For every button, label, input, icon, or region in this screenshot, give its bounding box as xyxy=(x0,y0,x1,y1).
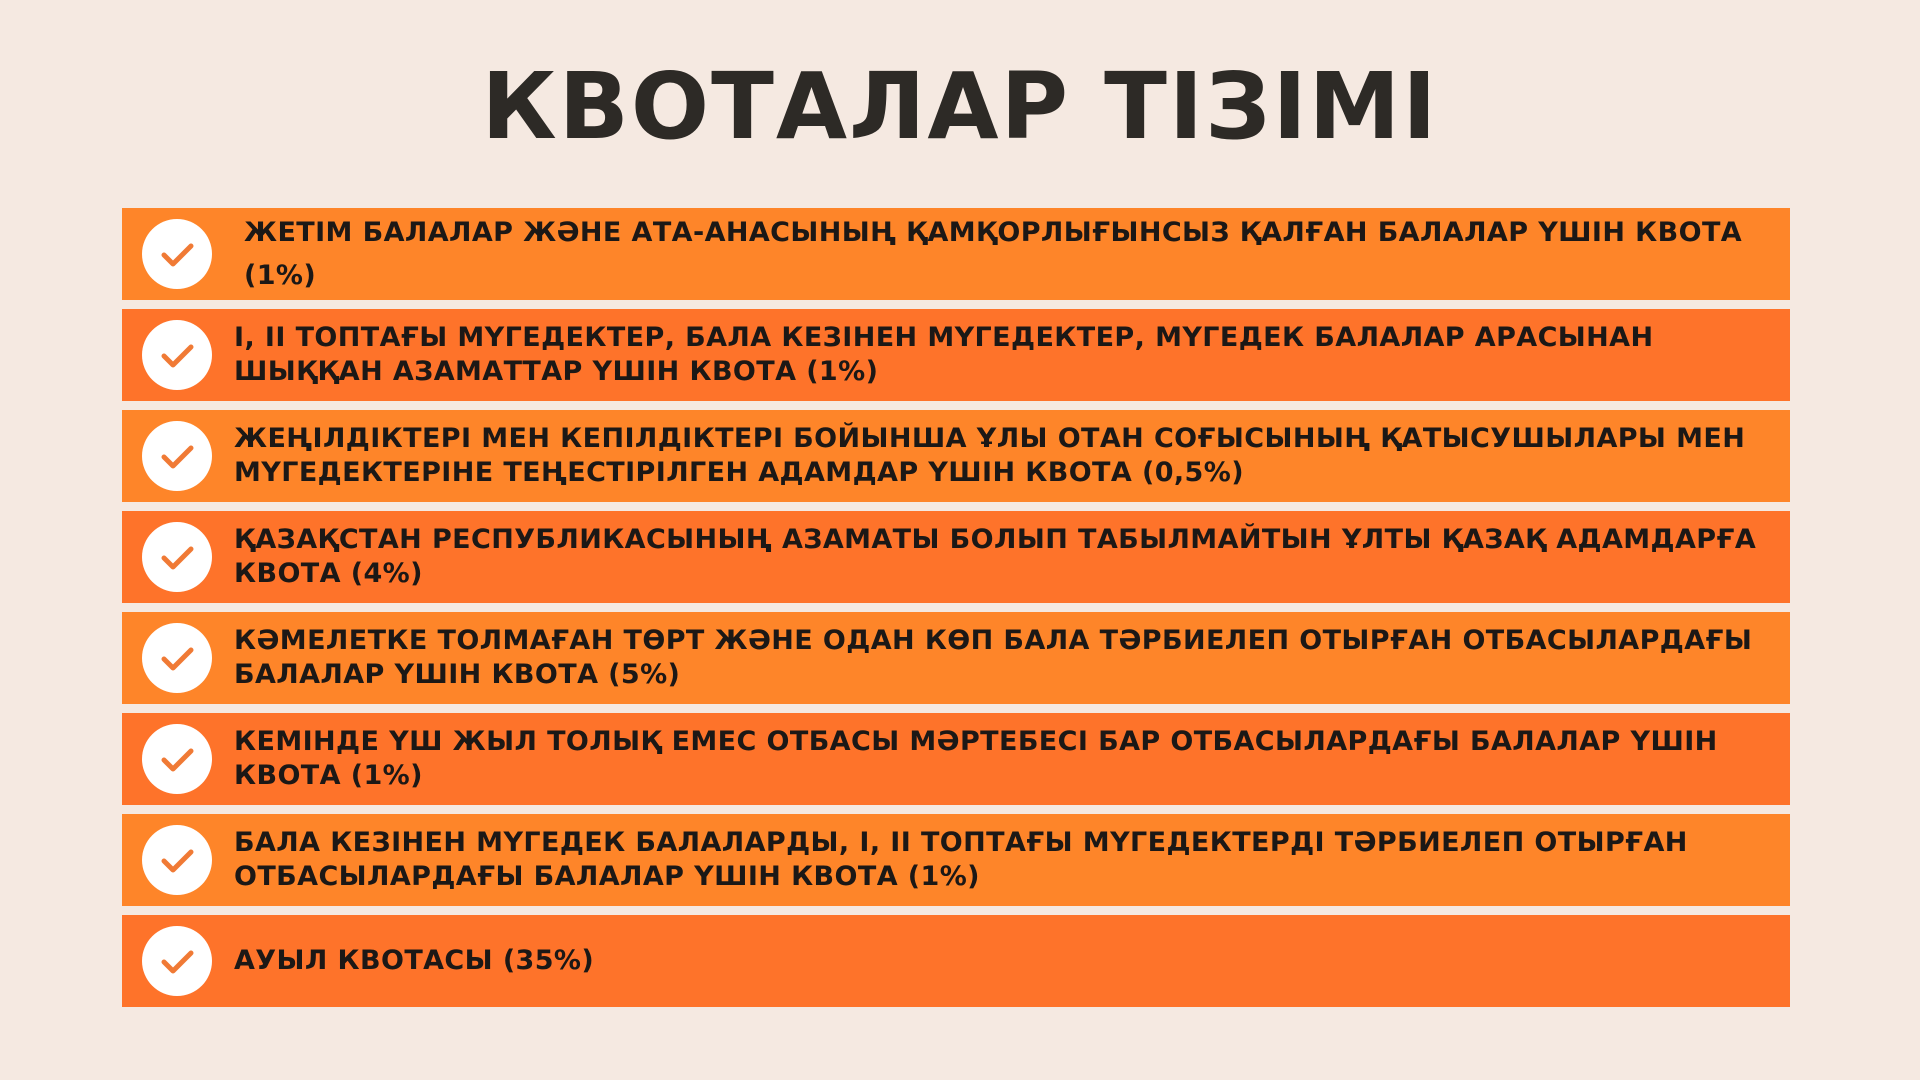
check-circle-icon xyxy=(142,320,212,390)
quota-item xyxy=(122,612,1790,704)
quota-item-text: ҚАЗАҚСТАН РЕСПУБЛИКАСЫНЫҢ АЗАМАТЫ БОЛЫП ТАБЫЛМАЙТЫН ҰЛТЫ ҚАЗАҚ АДАМДАРҒА КВОТА (4%) xyxy=(234,524,1757,589)
check-circle-icon xyxy=(142,825,212,895)
quota-item-text: ЖЕҢІЛДІКТЕРІ МЕН КЕПІЛДІКТЕРІ БОЙЫНША ҰЛЫ ОТАН СОҒЫСЫНЫҢ ҚАТЫСУШЫЛАРЫ МЕН МҮГЕДЕКТЕРІНЕ ТЕҢЕСТІРІЛГЕН АДАМДАР ҮШІН КВОТА (0,5%) xyxy=(234,423,1746,488)
quota-item xyxy=(122,915,1790,1007)
quota-item xyxy=(122,410,1790,502)
quota-item-text: БАЛА КЕЗІНЕН МҮГЕДЕК БАЛАЛАРДЫ, I, II ТОПТАҒЫ МҮГЕДЕКТЕРДІ ТӘРБИЕЛЕП ОТЫРҒАН ОТБАСЫЛАРДАҒЫ БАЛАЛАР ҮШІН КВОТА (1%) xyxy=(234,827,1688,892)
quota-item-text: КӘМЕЛЕТКЕ ТОЛМАҒАН ТӨРТ ЖӘНЕ ОДАН КӨП БАЛА ТӘРБИЕЛЕП ОТЫРҒАН ОТБАСЫЛАРДАҒЫ БАЛАЛАР ҮШІН КВОТА (5%) xyxy=(234,625,1753,690)
quota-item-text: АУЫЛ КВОТАСЫ (35%) xyxy=(234,945,595,976)
check-circle-icon xyxy=(142,522,212,592)
quota-item-text: КЕМІНДЕ ҮШ ЖЫЛ ТОЛЫҚ ЕМЕС ОТБАСЫ МӘРТЕБЕСІ БАР ОТБАСЫЛАРДАҒЫ БАЛАЛАР ҮШІН КВОТА (1%) xyxy=(234,726,1718,791)
quota-item xyxy=(122,814,1790,906)
check-circle-icon xyxy=(142,724,212,794)
check-circle-icon xyxy=(142,421,212,491)
quota-item xyxy=(122,309,1790,401)
page-title: КВОТАЛАР ТІЗІМІ xyxy=(481,53,1439,160)
check-circle-icon xyxy=(142,926,212,996)
quota-item xyxy=(122,208,1790,300)
check-circle-icon xyxy=(142,623,212,693)
quota-item-text: ЖЕТІМ БАЛАЛАР ЖӘНЕ АТА-АНАСЫНЫҢ ҚАМҚОРЛЫҒЫНСЫЗ ҚАЛҒАН БАЛАЛАР ҮШІН КВОТА (1%) xyxy=(244,217,1743,291)
quota-item-text: I, II ТОПТАҒЫ МҮГЕДЕКТЕР, БАЛА КЕЗІНЕН МҮГЕДЕКТЕР, МҮГЕДЕК БАЛАЛАР АРАСЫНАН ШЫҚҚАН АЗАМАТТАР ҮШІН КВОТА (1%) xyxy=(234,322,1654,387)
quota-item xyxy=(122,511,1790,603)
quota-list xyxy=(122,208,1790,1016)
quota-item xyxy=(122,713,1790,805)
check-circle-icon xyxy=(142,219,212,289)
